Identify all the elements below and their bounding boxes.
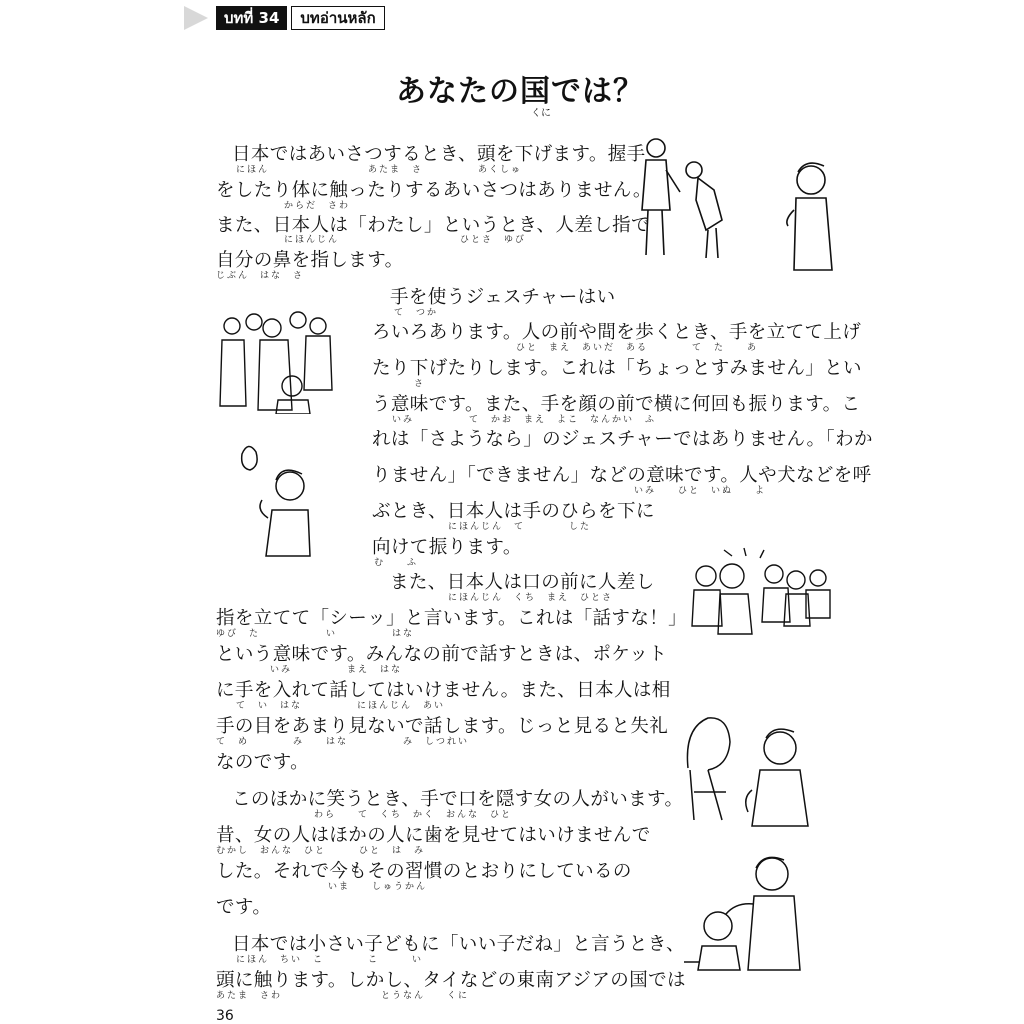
text-line: した。それで今もその習慣のとおりにしているの bbox=[216, 861, 632, 882]
furigana-line: む ふ bbox=[374, 558, 419, 568]
lesson-label: บทที่ 34 bbox=[216, 6, 287, 30]
furigana-line: あたま さわ とうなん くに bbox=[216, 991, 470, 1001]
text-line: たり下げたりします。これは「ちょっとすみません」とい bbox=[372, 358, 862, 379]
text-line: 日本ではあいさつするとき、頭を下げます。握手 bbox=[232, 144, 646, 165]
text-line: 日本では小さい子どもに「いい子だね」と言うとき、 bbox=[232, 934, 685, 955]
head-pat-illustration bbox=[680, 852, 810, 972]
lesson-header bbox=[184, 6, 385, 30]
text-line: このほかに笑うとき、手で口を隠す女の人がいます。 bbox=[232, 789, 684, 810]
furigana-line: さ bbox=[414, 379, 426, 389]
text-line: 自分の鼻を指します。 bbox=[216, 250, 404, 271]
page-number: 36 bbox=[216, 1008, 234, 1024]
title-furigana: くに bbox=[531, 108, 551, 119]
furigana-line: て い はな にほんじん あい bbox=[236, 701, 446, 711]
text-line: という意味です。みんなの前で話すときは、ポケット bbox=[216, 644, 668, 665]
furigana-line: にほん ちい こ こ い bbox=[236, 955, 424, 965]
page-title: あなたの国では？ bbox=[396, 74, 644, 109]
furigana-line: じぶん はな さ bbox=[216, 271, 305, 281]
bowing-illustration bbox=[636, 130, 836, 275]
text-line: 指を立てて「シーッ」と言います。これは「話すな！」 bbox=[216, 608, 688, 629]
wave-illustration bbox=[232, 440, 312, 558]
furigana-line: いみ て かお まえ よこ なんかい ふ bbox=[392, 415, 657, 425]
furigana-line: いま しゅうかん bbox=[328, 882, 428, 892]
furigana-line: にほんじん くち まえ ひとさ bbox=[448, 593, 614, 603]
furigana-line: にほんじん ひとさ ゆび bbox=[284, 235, 527, 245]
crowd-illustration bbox=[214, 306, 336, 414]
furigana-line: にほんじん て した bbox=[448, 522, 592, 532]
text-line: 昔、女の人はほかの人に歯を見せてはいけませんで bbox=[216, 825, 651, 846]
furigana-line: わら て くち かく おんな ひと bbox=[314, 810, 513, 820]
text-line: ぶとき、日本人は手のひらを下に bbox=[372, 501, 655, 522]
furigana-line: いみ まえ はな bbox=[270, 665, 403, 675]
text-line: 向けて振ります。 bbox=[372, 537, 522, 558]
text-line: ろいろあります。人の前や間を歩くとき、手を立てて上げ bbox=[372, 322, 862, 343]
text-line: また、日本人は「わたし」というとき、人差し指で bbox=[216, 215, 650, 236]
text-line: う意味です。また、手を顔の前で横に何回も振ります。こ bbox=[372, 394, 861, 415]
text-line: また、日本人は口の前に人差し bbox=[390, 572, 655, 593]
text-line: に手を入れて話してはいけません。また、日本人は相 bbox=[216, 680, 671, 701]
text-line: 手の目をあまり見ないで話します。じっと見ると失礼 bbox=[216, 716, 669, 737]
text-line: をしたり体に触ったりするあいさつはありません。 bbox=[216, 180, 652, 201]
furigana-line: むかし おんな ひと ひと は み bbox=[216, 846, 426, 856]
text-line: なのです。 bbox=[216, 752, 310, 773]
section-label: บทอ่านหลัก bbox=[291, 6, 384, 30]
arrow-icon bbox=[184, 6, 208, 30]
furigana-line: にほん あたま さ あくしゅ bbox=[236, 165, 523, 175]
furigana-line: ひと まえ あいだ ある て た あ bbox=[516, 343, 759, 353]
text-line: れは「さようなら」のジェスチャーではありません。「わか bbox=[372, 429, 873, 450]
text-line: 手を使うジェスチャーはい bbox=[390, 287, 616, 308]
text-line: りません」「できません」などの意味です。人や犬などを呼 bbox=[372, 465, 872, 486]
furigana-line: ゆび た い はな bbox=[216, 629, 415, 639]
text-line: 頭に触ります。しかし、タイなどの東南アジアの国では bbox=[216, 970, 686, 991]
furigana-line: からだ さわ bbox=[284, 201, 351, 211]
text-line: です。 bbox=[216, 897, 272, 918]
laughing-women-illustration bbox=[682, 708, 812, 828]
furigana-line: て め み はな み しつれい bbox=[216, 737, 470, 747]
furigana-line: いみ ひと いぬ よ bbox=[634, 486, 767, 496]
furigana-line: て つか bbox=[394, 308, 439, 318]
shush-illustration bbox=[684, 546, 834, 636]
